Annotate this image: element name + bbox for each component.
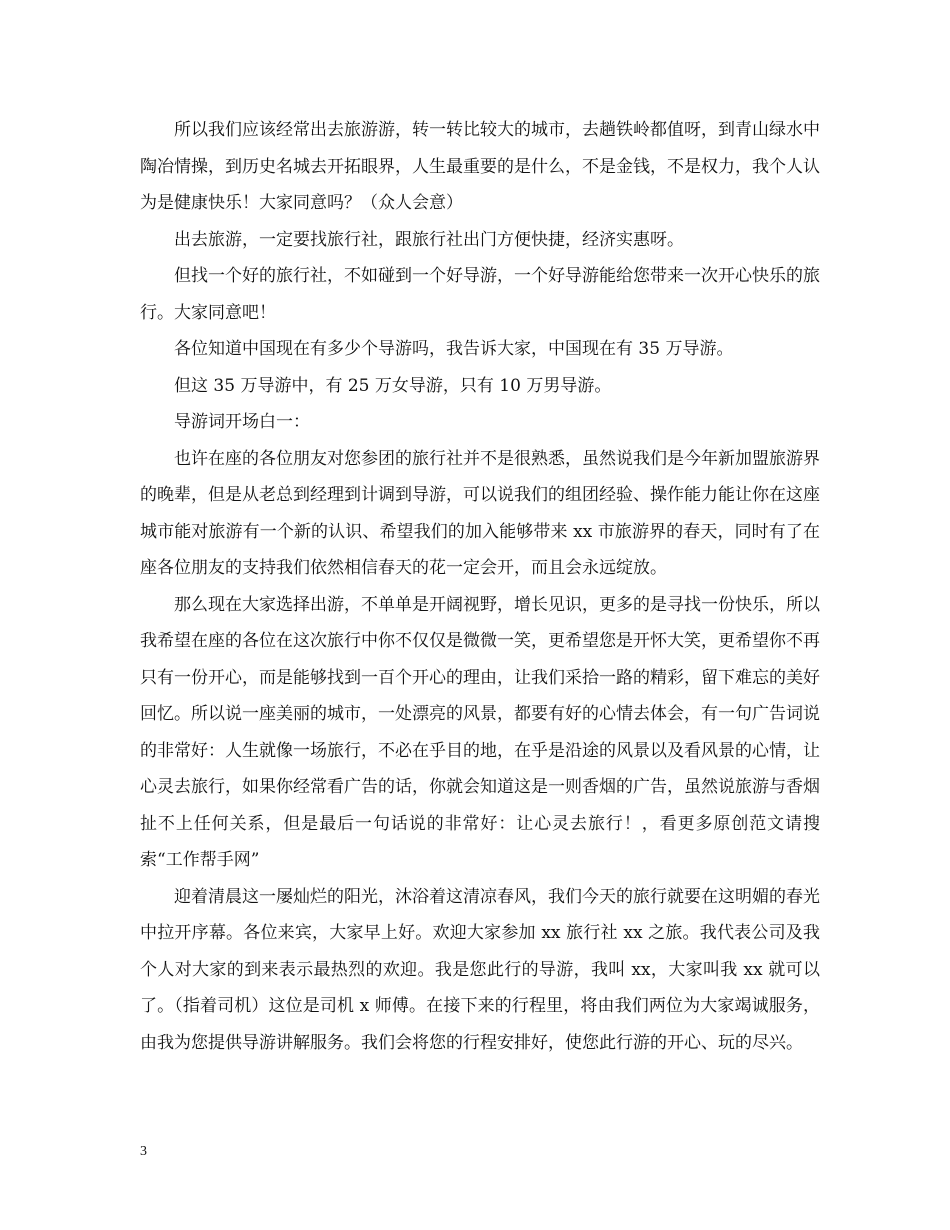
paragraph: 各位知道中国现在有多少个导游吗，我告诉大家，中国现在有 35 万导游。: [174, 339, 734, 359]
paragraph: 也许在座的各位朋友对您参团的旅行社并不是很熟悉，虽然说我们是今年新加盟旅游界的晚辈，但是从老总到经理到计调到导游，可以说我们的组团经验、操作能力能让你在这座城市能对旅游有一个新的认识、希望我们的加入能够带来 xx 市旅游界的春天，同时有了在座各位朋友的支持我们依然相信春天的花一定会开，而且会永远绽放。: [140, 448, 820, 578]
section-heading: 导游词开场白一：: [174, 412, 310, 432]
paragraph: 出去旅游，一定要找旅行社，跟旅行社出门方便快捷，经济实惠呀。: [174, 229, 684, 250]
paragraph: 那么现在大家选择出游，不单单是开阔视野，增长见识，更多的是寻找一份快乐，所以我希望在座的各位在这次旅行中你不仅仅是微微一笑，更希望您是开怀大笑，更希望你不再只有一份开心，而是能够找到一百个开心的理由，让我们采拾一路的精彩，留下难忘的美好回忆。所以说一座美丽的城市，一处漂亮的风景，都要有好的心情去体会，有一句广告词说的非常好：人生就像一场旅行，不必在乎目的地，在乎是沿途的风景以及看风景的心情，让心灵去旅行，如果你经常看广告的话，你就会知道这是一则香烟的广告，虽然说旅游与香烟扯不上任何关系，但是最后一句话说的非常好：让心灵去旅行！，看更多原创范文请搜索“工作帮手网”: [140, 594, 820, 870]
paragraph: 但这 35 万导游中，有 25 万女导游，只有 10 万男导游。: [174, 375, 612, 396]
document-body: [140, 112, 820, 1061]
page-number: 3: [140, 1144, 147, 1159]
paragraph: 迎着清晨这一屡灿烂的阳光，沐浴着这清凉春风，我们今天的旅行就要在这明媚的春光中拉开序幕。各位来宾，大家早上好。欢迎大家参加 xx 旅行社 xx 之旅。我代表公司及我个人对大家的到来表示最热烈的欢迎。我是您此行的导游，我叫 xx，大家叫我 xx 就可以了。（指着司机）这位是司机 x 师傅。在接下来的行程里，将由我们两位为大家竭诚服务，由我为您提供导游讲解服务。我们会将您的行程安排好，使您此行游的开心、玩的尽兴。: [140, 886, 820, 1053]
paragraph: 但找一个好的旅行社，不如碰到一个好导游，一个好导游能给您带来一次开心快乐的旅行。大家同意吧！: [140, 266, 820, 323]
paragraph: 所以我们应该经常出去旅游游，转一转比较大的城市，去趟铁岭都值呀，到青山绿水中陶冶情操，到历史名城去开拓眼界，人生最重要的是什么，不是金钱，不是权力，我个人认为是健康快乐！大家同意吗？（众人会意）: [140, 120, 820, 213]
